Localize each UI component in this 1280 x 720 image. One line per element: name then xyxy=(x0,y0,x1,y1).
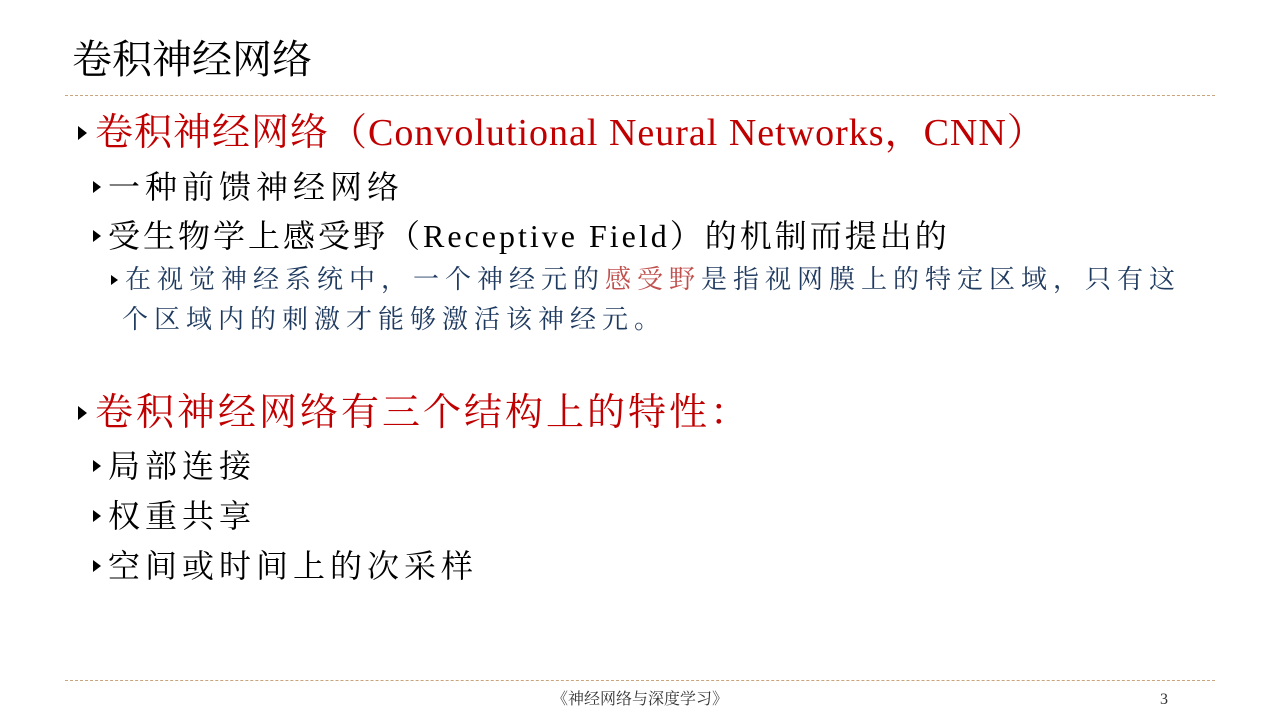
bullet-triangle-icon xyxy=(78,126,87,140)
detail-highlight: 感受野 xyxy=(605,265,702,294)
bullet-triangle-icon xyxy=(93,230,101,242)
slide-title: 卷积神经网络 xyxy=(72,37,312,83)
footer-divider xyxy=(65,680,1215,681)
section1-heading: 卷积神经网络（Convolutional Neural Networks，CNN） xyxy=(95,112,1046,154)
section2-heading-row xyxy=(78,390,751,436)
section2-item-text: 空间或时间上的次采样 xyxy=(108,548,479,584)
detail-text-after: 是指视网膜上的特定区域，只有这 xyxy=(701,265,1182,294)
page-number: 3 xyxy=(1160,691,1168,708)
receptive-field-detail xyxy=(111,264,1181,296)
receptive-field-detail-continuation xyxy=(122,304,666,336)
section1-item-text: 受生物学上感受野（Receptive Field）的机制而提出的 xyxy=(108,218,950,254)
section1-heading-row xyxy=(78,110,1046,156)
bullet-triangle-icon xyxy=(93,460,101,472)
section2-item xyxy=(93,546,478,586)
section1-item xyxy=(93,167,404,207)
title-divider xyxy=(65,95,1215,96)
section1-item-text: 一种前馈神经网络 xyxy=(108,169,405,205)
section2-item xyxy=(93,496,256,536)
detail-text-before: 在视觉神经系统中，一个神经元的 xyxy=(125,265,606,294)
bullet-triangle-icon xyxy=(93,510,101,522)
section2-heading: 卷积神经网络有三个结构上的特性： xyxy=(95,392,752,434)
section1-item xyxy=(93,216,950,256)
bullet-triangle-icon xyxy=(111,275,118,285)
bullet-triangle-icon xyxy=(78,406,87,420)
section2-item xyxy=(93,446,256,486)
footer-book-title: 《神经网络与深度学习》 xyxy=(551,691,728,708)
detail-text-continuation: 个区域内的刺激才能够激活该神经元。 xyxy=(122,305,667,334)
section2-item-text: 局部连接 xyxy=(108,448,257,484)
section2-item-text: 权重共享 xyxy=(108,498,257,534)
bullet-triangle-icon xyxy=(93,181,101,193)
bullet-triangle-icon xyxy=(93,560,101,572)
